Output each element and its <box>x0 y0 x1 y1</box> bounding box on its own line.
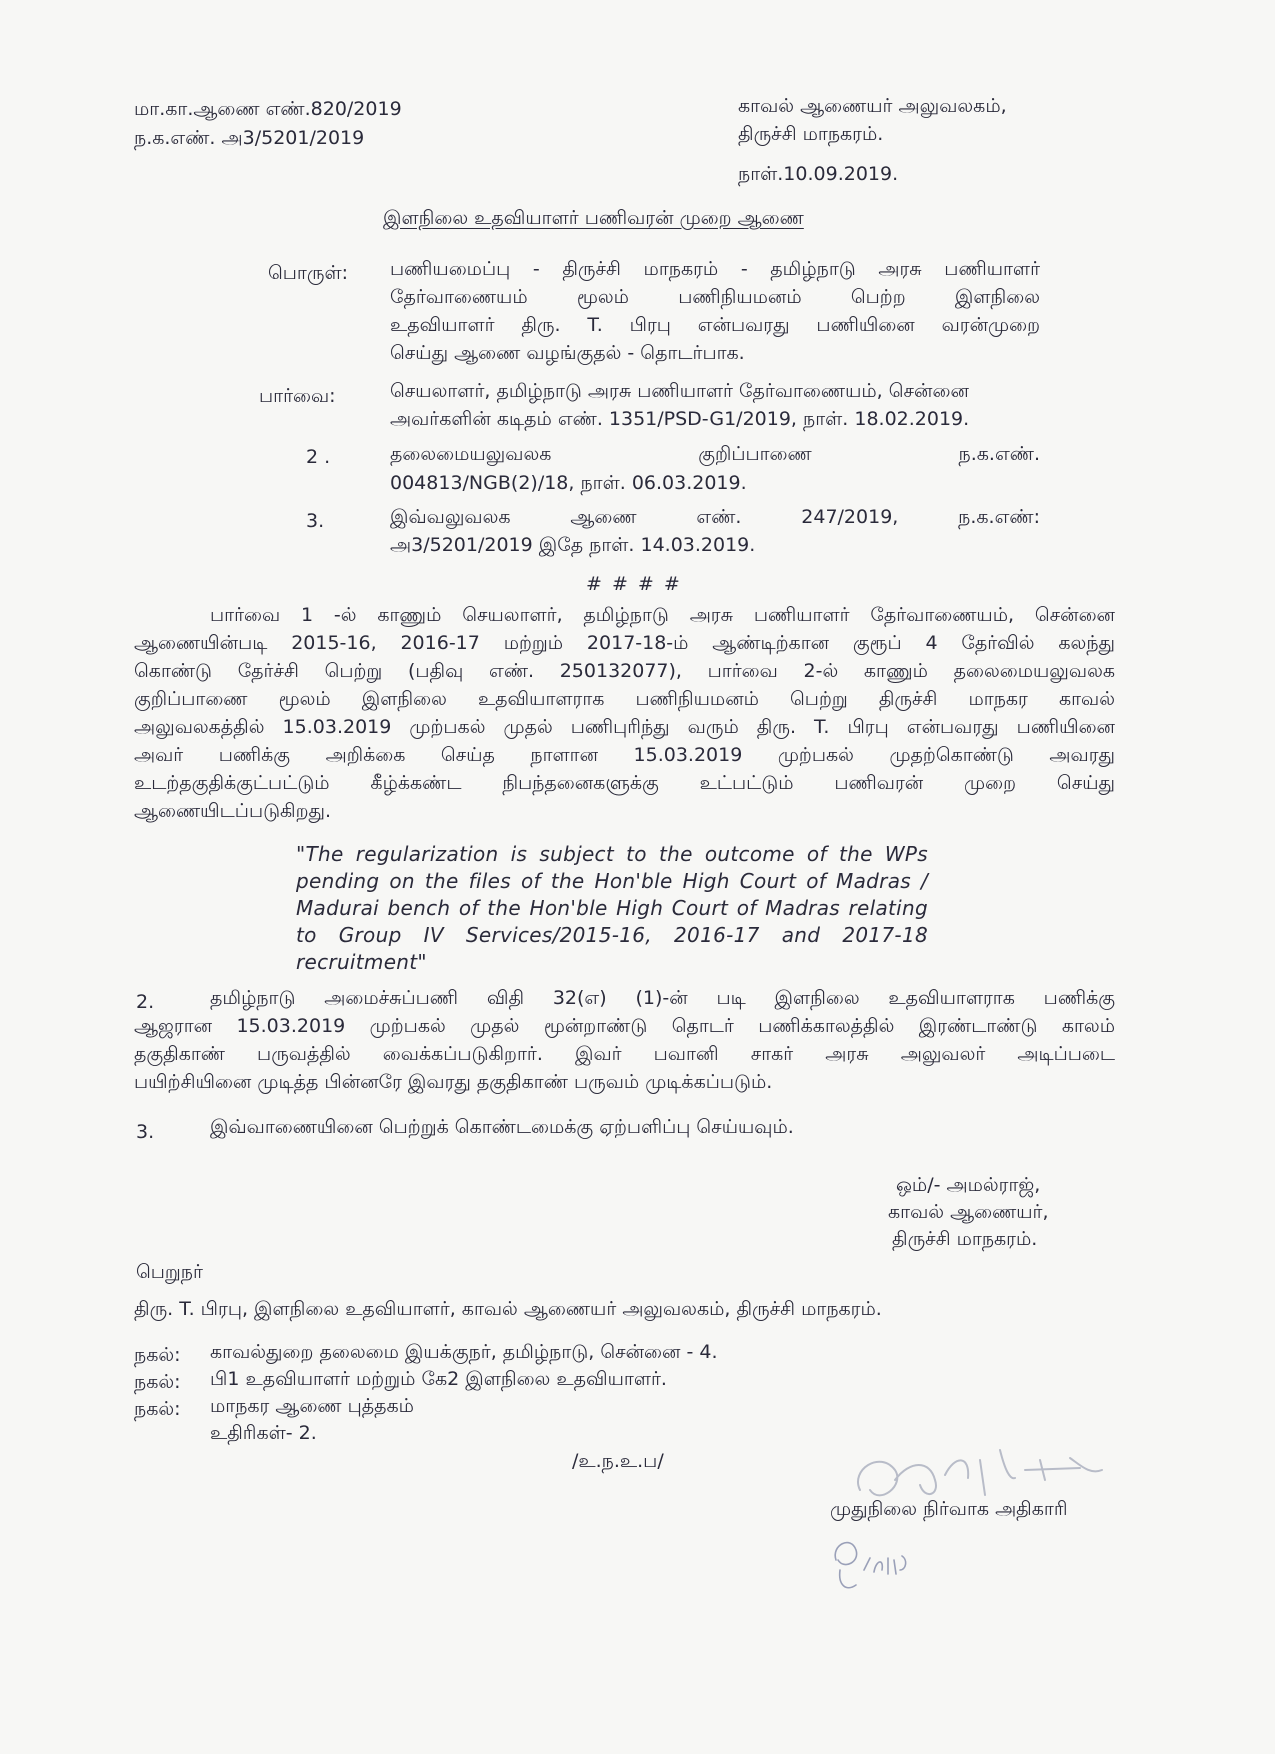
quote-line: recruitment" <box>296 950 427 974</box>
paragraph-number: 2. <box>136 991 155 1013</box>
paragraph-line: பார்வை 1 -ல் காணும் செயலாளர், தமிழ்நாடு அரசு பணியாளர் தேர்வாணையம், சென்னை <box>210 604 1115 626</box>
copy-label: நகல்: <box>134 1371 181 1393</box>
separator: # # # # <box>586 573 682 595</box>
copy-label: நகல்: <box>134 1344 181 1366</box>
office-name: காவல் ஆணையர் அலுவலகம், <box>738 95 1007 117</box>
reference-line: அவர்களின் கடிதம் எண். 1351/PSD-G1/2019, நாள். 18.02.2019. <box>390 408 970 430</box>
paragraph-line: தமிழ்நாடு அமைச்சுப்பணி விதி 32(எ) (1)-ன் படி இளநிலை உதவியாளராக பணிக்கு <box>210 987 1115 1009</box>
paragraph-line: அவர் பணிக்கு அறிக்கை செய்த நாளான 15.03.2019 முற்பகல் முதற்கொண்டு அவரது <box>134 744 1115 766</box>
copy-text: பி1 உதவியாளர் மற்றும் கே2 இளநிலை உதவியாளர். <box>210 1368 667 1390</box>
paragraph-line: அலுவலகத்தில் 15.03.2019 முற்பகல் முதல் பணிபுரிந்து வரும் திரு. T. பிரபு என்பவரது பணியினை <box>134 716 1115 738</box>
officer-designation: முதுநிலை நிர்வாக அதிகாரி <box>830 1498 1068 1520</box>
copy-label: நகல்: <box>134 1398 181 1420</box>
file-number: ந.க.எண். அ3/5201/2019 <box>134 127 365 149</box>
reference-number: 2 . <box>306 446 331 468</box>
reference-label: பார்வை: <box>259 385 336 407</box>
forwarded-mark: /உ.ந.உ.ப/ <box>572 1450 664 1472</box>
quote-line: to Group IV Services/2015-16, 2016-17 and 2017-18 <box>296 923 928 947</box>
order-title: இளநிலை உதவியாளர் பணிவரன் முறை ஆணை <box>383 207 804 229</box>
paragraph-line: கொண்டு தேர்ச்சி பெற்று (பதிவு எண். 250132077), பார்வை 2-ல் காணும் தலைமையலுவலக <box>134 660 1115 682</box>
subject-line: பணியமைப்பு - திருச்சி மாநகரம் - தமிழ்நாடு அரசு பணியாளர் <box>390 258 1040 280</box>
signatory-designation: காவல் ஆணையர், <box>888 1201 1049 1223</box>
subject-line: தேர்வாணையம் மூலம் பணிநியமனம் பெற்ற இளநிலை <box>390 286 1040 308</box>
paragraph-line: ஆணையின்படி 2015-16, 2016-17 மற்றும் 2017-18-ம் ஆண்டிற்கான குரூப் 4 தேர்வில் கலந்து <box>134 632 1115 654</box>
order-date: நாள்.10.09.2019. <box>738 163 899 185</box>
paragraph-line: தகுதிகாண் பருவத்தில் வைக்கப்படுகிறார். இவர் பவானி சாகர் அரசு அலுவலர் அடிப்படை <box>134 1043 1115 1065</box>
recipient-label: பெறுநர் <box>136 1261 203 1283</box>
paragraph-line: பயிற்சியினை முடித்த பின்னரே இவரது தகுதிகாண் பருவம் முடிக்கப்படும். <box>134 1071 773 1093</box>
reference-line: 004813/NGB(2)/18, நாள். 06.03.2019. <box>390 472 747 494</box>
quote-line: Madurai bench of the Hon'ble High Court of Madras relating <box>296 896 928 920</box>
reference-line: இவ்வலுவலக ஆணை எண். 247/2019, ந.க.எண்: <box>390 506 1040 528</box>
subject-line: உதவியாளர் திரு. T. பிரபு என்பவரது பணியினை வரன்முறை <box>390 314 1040 336</box>
reference-line: செயலாளர், தமிழ்நாடு அரசு பணியாளர் தேர்வாணையம், சென்னை <box>390 380 969 402</box>
reference-line: தலைமையலுவலக குறிப்பாணை ந.க.எண். <box>390 443 1040 465</box>
office-city: திருச்சி மாநகரம். <box>738 123 884 145</box>
reference-number: 3. <box>306 510 325 532</box>
subject-label: பொருள்: <box>268 262 349 284</box>
paragraph-line: ஆஜரான 15.03.2019 முற்பகல் முதல் மூன்றாண்டு தொடர் பணிக்காலத்தில் இரண்டாண்டு காலம் <box>134 1015 1115 1037</box>
order-number: மா.கா.ஆணை எண்.820/2019 <box>134 98 402 120</box>
subject-line: செய்து ஆணை வழங்குதல் - தொடர்பாக. <box>390 342 745 364</box>
paragraph-number: 3. <box>136 1121 155 1143</box>
initials-mark <box>826 1530 926 1600</box>
copy-text: மாநகர ஆணை புத்தகம் <box>210 1395 414 1417</box>
recipient-text: திரு. T. பிரபு, இளநிலை உதவியாளர், காவல் ஆணையர் அலுவலகம், திருச்சி மாநகரம். <box>134 1298 882 1320</box>
quote-line: "The regularization is subject to the outcome of the WPs <box>296 842 928 866</box>
signatory-office: திருச்சி மாநகரம். <box>892 1228 1038 1250</box>
paragraph-line: இவ்வாணையினை பெற்றுக் கொண்டமைக்கு ஏற்பளிப்பு செய்யவும். <box>210 1116 794 1138</box>
paragraph-line: உடற்தகுதிக்குட்பட்டும் கீழ்க்கண்ட நிபந்தனைகளுக்கு உட்பட்டும் பணிவரன் முறை செய்து <box>134 772 1115 794</box>
signatory-name: ஒம்/- அமல்ராஜ், <box>896 1174 1041 1196</box>
paragraph-line: குறிப்பாணை மூலம் இளநிலை உதவியாளராக பணிநியமனம் பெற்று திருச்சி மாநகர காவல் <box>134 688 1115 710</box>
copy-text: உதிரிகள்- 2. <box>210 1422 317 1444</box>
paragraph-line: ஆணையிடப்படுகிறது. <box>134 800 332 822</box>
reference-line: அ3/5201/2019 இதே நாள். 14.03.2019. <box>390 534 756 556</box>
copy-text: காவல்துறை தலைமை இயக்குநர், தமிழ்நாடு, சென்னை - 4. <box>210 1341 718 1363</box>
quote-line: pending on the files of the Hon'ble High Court of Madras / <box>296 869 928 893</box>
